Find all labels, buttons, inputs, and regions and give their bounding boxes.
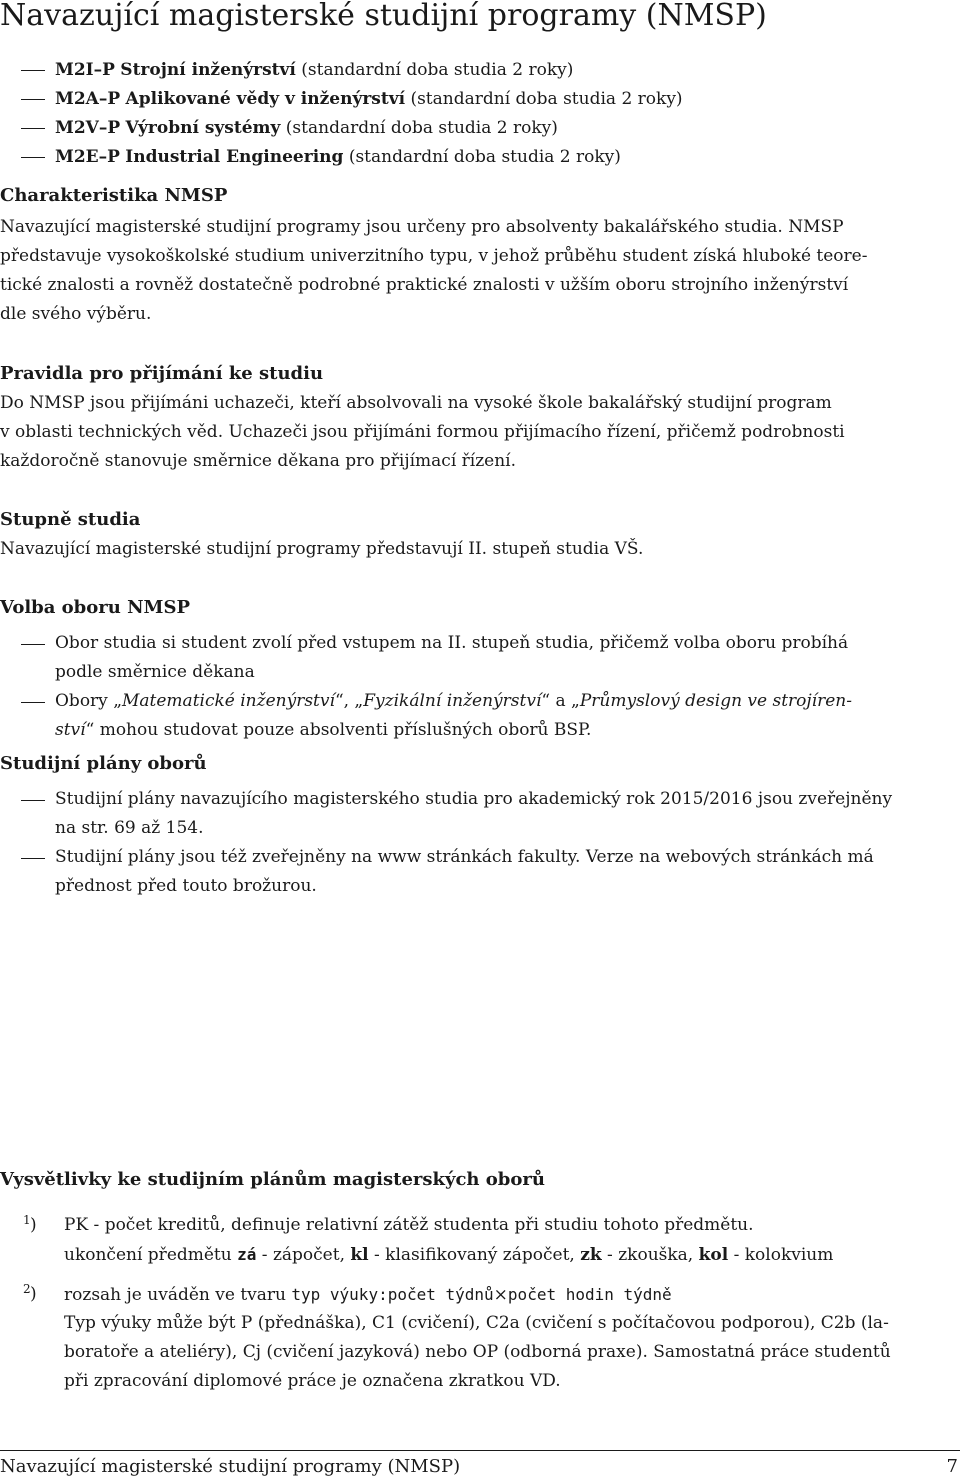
code-text: počet hodin týdně — [507, 1285, 672, 1304]
section-heading-legend: Vysvětlivky ke studijním plánům magisterských oborů — [0, 1169, 545, 1190]
field-name: Průmyslový design ve strojíren- — [579, 691, 853, 711]
footnote-paren: ) — [30, 1284, 37, 1304]
dash-bullet — [21, 644, 45, 645]
program-item — [0, 85, 950, 114]
field-name: Fyzikální inženýrství — [363, 691, 542, 711]
list-item-line: Obory „Matematické inženýrství“, „Fyzikální inženýrství“ a „Průmyslový design ve strojíren- — [55, 691, 853, 711]
dash-bullet — [21, 99, 45, 100]
program-name: Aplikované vědy v inženýrství — [125, 89, 406, 109]
program-item — [0, 56, 950, 85]
list-item-line: podle směrnice děkana — [55, 662, 255, 682]
program-code: M2A–P — [55, 89, 121, 109]
legend-line: ukončení předmětu zá - zápočet, kl - klasifikovaný zápočet, zk - zkouška, kol - kolokvium — [64, 1245, 834, 1265]
dash-bullet — [21, 157, 45, 158]
code-text: typ výuky:počet týdnů — [291, 1285, 494, 1304]
footer-title: Navazující magisterské studijní programy (NMSP) — [0, 1456, 461, 1477]
section-heading-characteristics: Charakteristika NMSP — [0, 185, 228, 206]
list-item-line: Studijní plány navazujícího magisterského studia pro akademický rok 2015/2016 jsou zveřejněny — [55, 789, 893, 809]
page-title: Navazující magisterské studijní programy (NMSP) — [0, 0, 767, 33]
section-heading-field-choice: Volba oboru NMSP — [0, 597, 191, 618]
footnote-paren: ) — [30, 1215, 37, 1235]
program-note: (standardní doba studia 2 roky) — [301, 60, 574, 80]
list-item-line: Obor studia si student zvolí před vstupem na II. stupeň studia, přičemž volba oboru probíhá — [55, 633, 849, 653]
footnote-number: 2 — [23, 1282, 31, 1296]
program-code: M2V–P — [55, 118, 121, 138]
program-note: (standardní doba studia 2 roky) — [285, 118, 558, 138]
legend-line: rozsah je uváděn ve tvaru typ výuky:počet týdnů×počet hodin týdně — [64, 1285, 672, 1305]
legend-line: při zpracování diplomové práce je označena zkratkou VD. — [64, 1371, 561, 1391]
section-heading-degrees: Stupně studia — [0, 509, 141, 530]
footnote-number: 1 — [23, 1213, 31, 1227]
program-note: (standardní doba studia 2 roky) — [348, 147, 621, 167]
dash-bullet — [21, 800, 45, 801]
field-name: ství — [55, 720, 86, 740]
section-heading-plans: Studijní plány oborů — [0, 753, 207, 774]
footer-rule — [0, 1450, 960, 1451]
dash-bullet — [21, 70, 45, 71]
list-item-line: na str. 69 až 154. — [55, 818, 204, 838]
paragraph-line: každoročně stanovuje směrnice děkana pro přijímací řízení. — [0, 451, 517, 471]
program-item — [0, 143, 950, 172]
program-name: Strojní inženýrství — [120, 60, 296, 80]
legend-line: boratoře a ateliéry), Cj (cvičení jazyková) nebo OP (odborná praxe). Samostatná práce studentů — [64, 1342, 891, 1362]
list-item-line: přednost před touto brožurou. — [55, 876, 317, 896]
paragraph-line: Navazující magisterské studijní programy jsou určeny pro absolventy bakalářského studia. NMSP — [0, 217, 844, 237]
program-code: M2E–P — [55, 147, 120, 167]
program-note: (standardní doba studia 2 roky) — [410, 89, 683, 109]
program-name: Výrobní systémy — [125, 118, 281, 138]
dash-bullet — [21, 128, 45, 129]
legend-line: PK - počet kreditů, definuje relativní zátěž studenta při studiu tohoto předmětu. — [64, 1215, 754, 1235]
paragraph-line: Do NMSP jsou přijímáni uchazeči, kteří absolvovali na vysoké škole bakalářský studijní program — [0, 393, 832, 413]
program-item — [0, 114, 950, 143]
paragraph-line: tické znalosti a rovněž dostatečně podrobné praktické znalosti v užším oboru strojního inženýrství — [0, 275, 849, 295]
paragraph-line: Navazující magisterské studijní programy představují II. stupeň studia VŠ. — [0, 539, 644, 559]
paragraph-line: v oblasti technických věd. Uchazeči jsou přijímáni formou přijímacího řízení, přičemž podrobnosti — [0, 422, 845, 442]
dash-bullet — [21, 858, 45, 859]
field-name: Matematické inženýrství — [122, 691, 335, 711]
paragraph-line: dle svého výběru. — [0, 304, 152, 324]
paragraph-line: představuje vysokoškolské studium univerzitního typu, v jehož průběhu student získá hluboké teore- — [0, 246, 868, 266]
page-number: 7 — [946, 1456, 958, 1477]
program-name: Industrial Engineering — [125, 147, 344, 167]
program-code: M2I–P — [55, 60, 115, 80]
legend-line: Typ výuky může být P (přednáška), C1 (cvičení), C2a (cvičení s počítačovou podporou), C2b (la- — [64, 1313, 889, 1333]
dash-bullet — [21, 702, 45, 703]
list-item-line: ství“ mohou studovat pouze absolventi příslušných oborů BSP. — [55, 720, 592, 740]
list-item-line: Studijní plány jsou též zveřejněny na www stránkách fakulty. Verze na webových stránkách má — [55, 847, 874, 867]
section-heading-admission: Pravidla pro přijímání ke studiu — [0, 363, 324, 384]
